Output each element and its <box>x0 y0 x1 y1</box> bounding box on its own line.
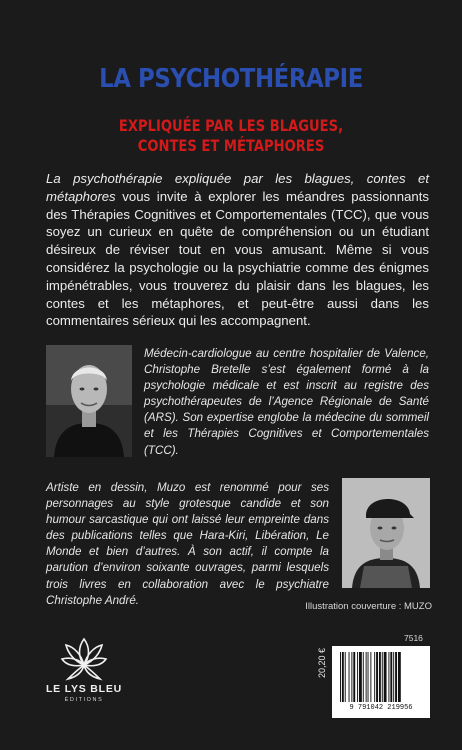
barcode-bar <box>395 652 397 702</box>
author1-photo <box>46 345 132 457</box>
intro-italic-title: La psychothérapie expliquée par les blagues, contes et métaphores <box>46 171 429 204</box>
barcode-bar <box>370 652 371 702</box>
intro-body: vous invite à explorer les méandres passionnants des Thérapies Cognitives et Comportementales (TCC), que vous soyez un curieux en quête de compréhension ou un étudiant désireux de réviser tout en vous amusant. Même si vous considérez la psychologie ou la psychiatrie comme des énigmes impénétrables, vous trouverez du plaisir dans les blagues, les contes et les métaphores, et peut-être aussi dans les commentaires sérieux qui les accompagnent. <box>46 188 429 329</box>
barcode-bar <box>384 652 387 702</box>
reference-code: 7516 <box>404 633 423 643</box>
barcode-bar <box>379 652 381 702</box>
lotus-flower-icon <box>60 635 108 681</box>
barcode-bar <box>366 652 367 702</box>
barcode-bar <box>368 652 369 702</box>
barcode-bar <box>390 652 392 702</box>
subtitle-line-1: EXPLIQUÉE PAR LES BLAGUES, <box>118 116 344 135</box>
publisher-sub: ÉDITIONS <box>64 697 104 703</box>
barcode-bar <box>353 652 355 702</box>
barcode-bar <box>374 652 375 702</box>
book-title: LA PSYCHOTHÉRAPIE <box>99 64 363 94</box>
barcode-bar <box>345 652 346 702</box>
author1-bio: Médecin-cardiologue au centre hospitalier de Valence, Christophe Bretelle s’est également formé à la psychologie médicale et est inscrit au registre des psychothérapeutes de l’Agence Régionale de Santé (ARS). Son expertise englobe la médecine du sommeil et les Thérapies Cognitives et Comportementales (TCC). <box>144 347 429 457</box>
intro-paragraph <box>46 170 429 330</box>
barcode-bar <box>342 652 344 702</box>
illustration-credit: Illustration couverture : MUZO <box>305 601 432 612</box>
barcode-bar <box>388 652 389 702</box>
barcode-bar <box>363 652 364 702</box>
barcode-bar <box>349 652 350 702</box>
publisher-logo <box>42 635 126 727</box>
publisher-name: LE LYS BLEU <box>45 683 123 695</box>
book-subtitle <box>42 116 421 156</box>
barcode-bar <box>393 652 394 702</box>
author2-photo <box>342 478 430 588</box>
barcode-bar <box>376 652 378 702</box>
author1-portrait-illustration <box>46 345 132 457</box>
author2-portrait-illustration <box>342 478 430 588</box>
barcode-bar <box>382 652 383 702</box>
barcode-bar <box>398 652 401 702</box>
barcode-bar <box>340 652 341 702</box>
barcode-bar <box>359 652 362 702</box>
isbn-digits: 9 791042 219956 <box>349 704 413 712</box>
subtitle-line-2: CONTES ET MÉTAPHORES <box>137 136 325 155</box>
barcode-bar <box>357 652 358 702</box>
barcode-bar <box>351 652 352 702</box>
price-label: 20,20 € <box>317 647 327 678</box>
author2-bio: Artiste en dessin, Muzo est renommé pour ses personnages au style grotesque candide et son humour sarcastique qui ont laissé leur empreinte dans des publications telles que Hara-Kiri, Libération, Le Monde et bien d’autres. À son actif, il compte la parution d’environ soixante ouvrages, parmi lesquels trois livres en collaboration avec le psychiatre Christophe André. <box>46 481 329 607</box>
isbn-barcode <box>332 646 430 718</box>
